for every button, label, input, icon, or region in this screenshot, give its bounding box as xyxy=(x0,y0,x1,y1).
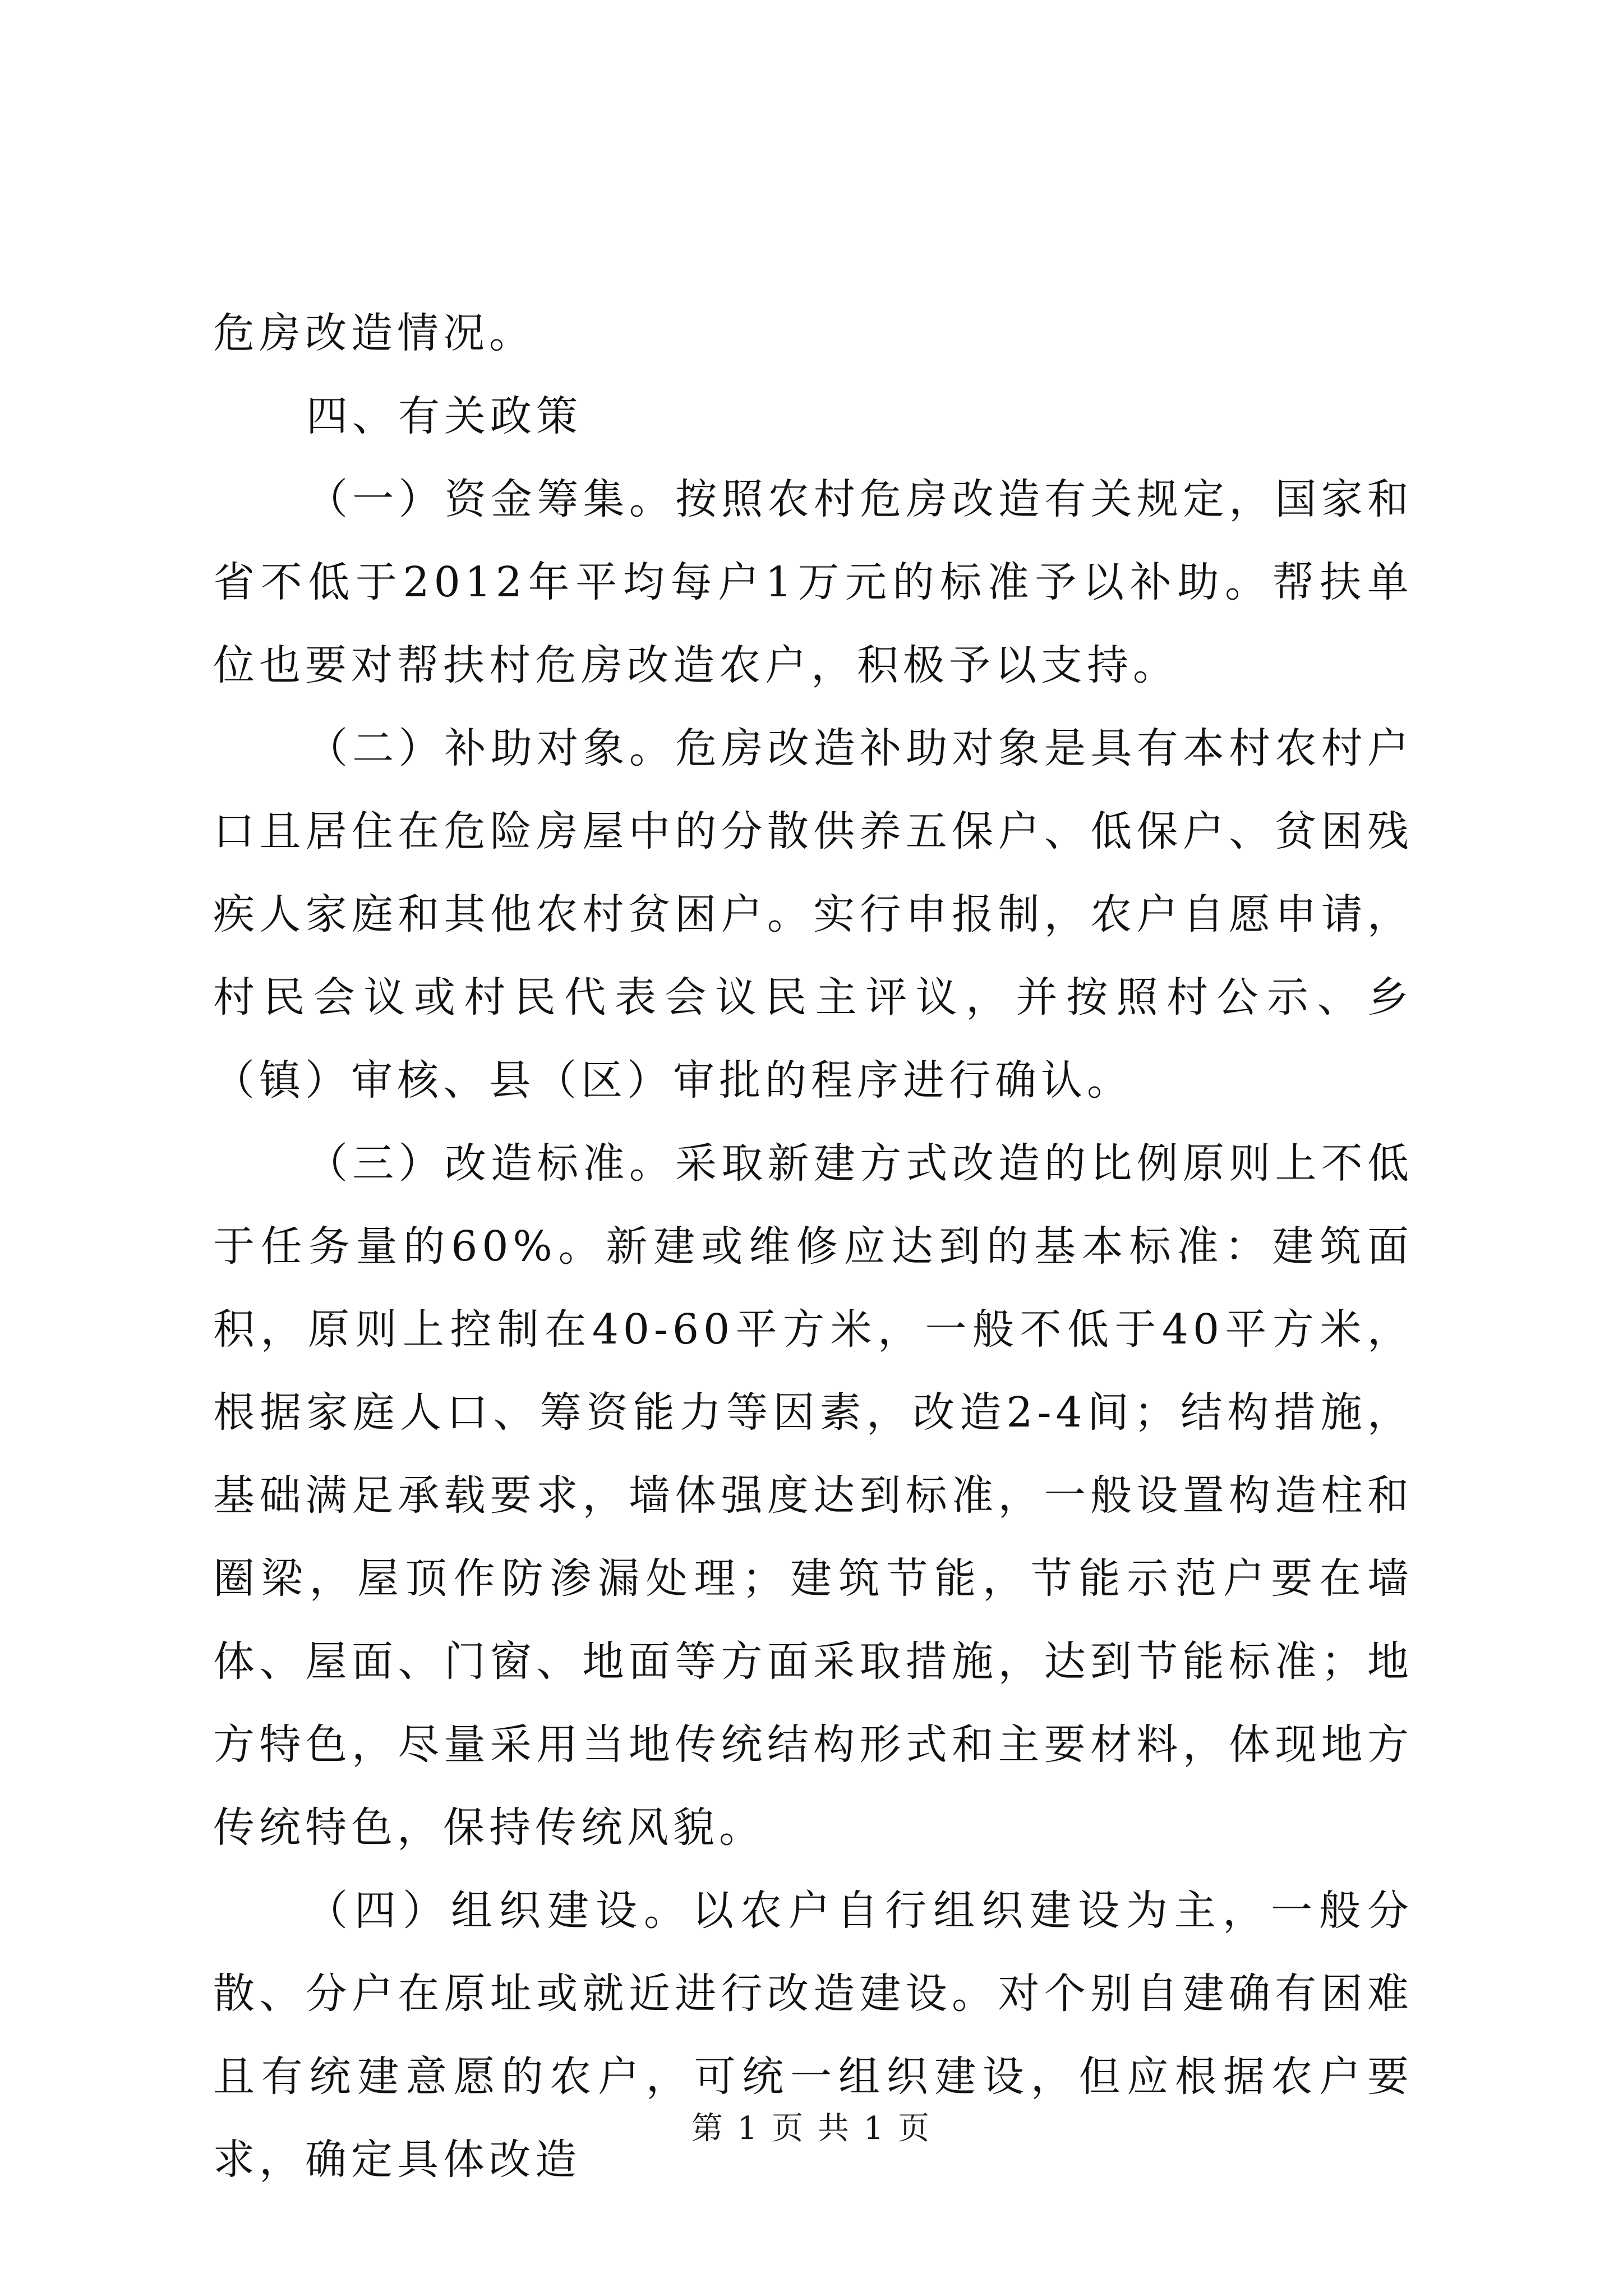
paragraph-funding: （一）资金筹集。按照农村危房改造有关规定，国家和省不低于2012年平均每户1万元的标准予以补助。帮扶单位也要对帮扶村危房改造农户，积极予以支持。 xyxy=(213,475,1413,689)
section-heading-policies: 四、有关政策 xyxy=(306,392,582,440)
paragraph-renovation-standards: （三）改造标准。采取新建方式改造的比例原则上不低于任务量的60%。新建或维修应达到的基本标准：建筑面积，原则上控制在40-60平方米，一般不低于40平方米，根据家庭人口、筹资能力等因素，改造2-4间；结构措施，基础满足承载要求，墙体强度达到标准，一般设置构造柱和圈梁，屋顶作防渗漏处理；建筑节能，节能示范户要在墙体、屋面、门窗、地面等方面采取措施，达到节能标准；地方特色，尽量采用当地传统结构形式和主要材料，体现地方传统特色，保持传统风貌。 xyxy=(213,1139,1413,1852)
paragraph-organization: （四）组织建设。以农户自行组织建设为主，一般分散、分户在原址或就近进行改造建设。对个别自建确有困难且有统建意愿的农户，可统一组织建设，但应根据农户要求，确定具体改造 xyxy=(213,1887,1413,2184)
document-body xyxy=(213,292,1413,2201)
paragraph-continuation: 危房改造情况。 xyxy=(213,309,535,357)
page-footer: 第 1 页 共 1 页 xyxy=(691,2110,932,2147)
paragraph-subsidy-targets: （二）补助对象。危房改造补助对象是具有本村农村户口且居住在危险房屋中的分散供养五保户、低保户、贫困残疾人家庭和其他农村贫困户。实行申报制，农户自愿申请，村民会议或村民代表会议民主评议，并按照村公示、乡（镇）审核、县（区）审批的程序进行确认。 xyxy=(213,724,1413,1105)
